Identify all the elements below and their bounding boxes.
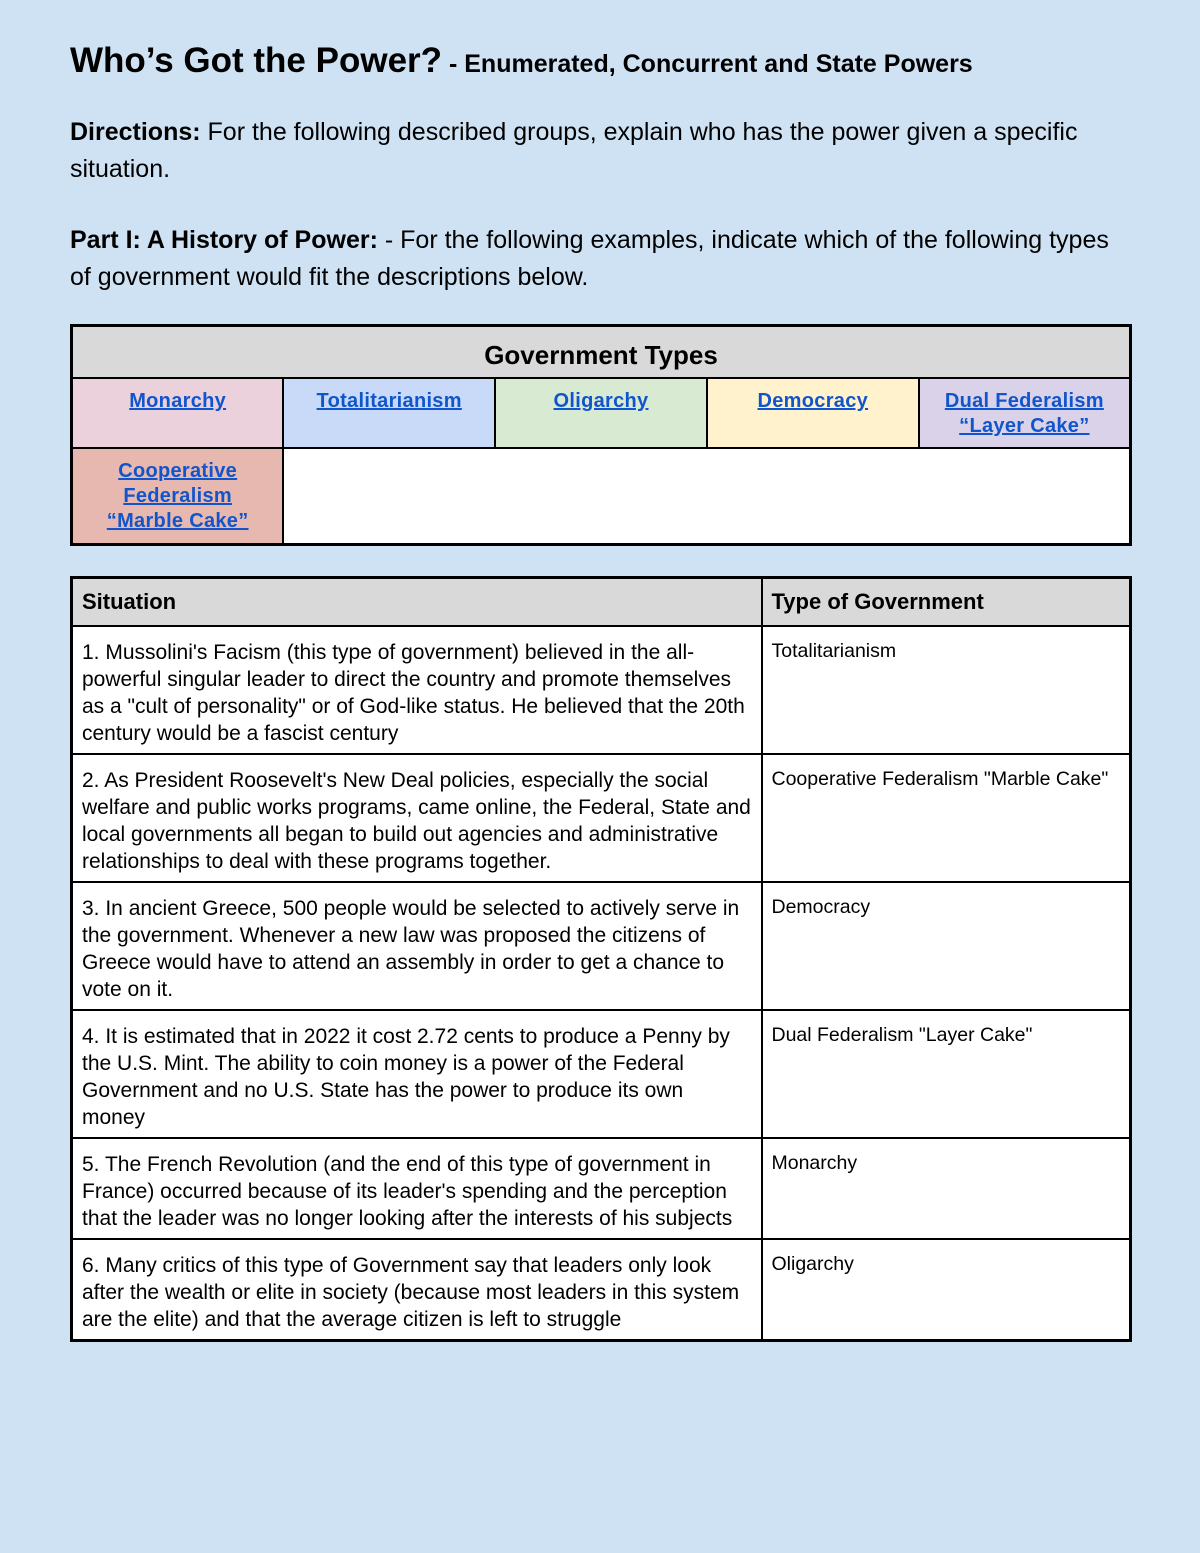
government-types-header: Government Types [72, 326, 1131, 379]
type-cell-oligarchy [495, 378, 707, 448]
link-cooperative-federalism[interactable] [107, 460, 249, 532]
title-subtitle: - Enumerated, Concurrent and State Powers [442, 50, 973, 78]
situation-cell: 3. In ancient Greece, 500 people would be selected to actively serve in the government. Whenever a new law was proposed the citizens of Greece would have to attend an assembly in order to get a chance to vote on it. [72, 882, 762, 1010]
situation-table-header-row [72, 578, 1131, 627]
part1-paragraph [70, 222, 1132, 296]
empty-cell [283, 448, 1130, 545]
answer-cell[interactable]: Totalitarianism [762, 626, 1131, 754]
header-type-of-government: Type of Government [762, 578, 1131, 627]
link-totalitarianism[interactable]: Totalitarianism [316, 390, 462, 412]
situation-table [70, 576, 1132, 1342]
link-dual-federalism[interactable] [945, 390, 1104, 437]
directions-text: For the following described groups, explain who has the power given a specific situation. [70, 118, 1078, 183]
government-types-table [70, 324, 1132, 546]
answer-cell[interactable]: Cooperative Federalism "Marble Cake" [762, 754, 1131, 882]
cooperative-line3: “Marble Cake” [106, 510, 249, 532]
table-row [72, 754, 1131, 882]
table-row [72, 626, 1131, 754]
title-main: Who’s Got the Power? [70, 41, 443, 80]
situation-cell: 1. Mussolini's Facism (this type of government) believed in the all-powerful singular leader to direct the country and promote themselves as a "cult of personality" or of God-like status. He believed that the 20th century would be a fascist century [72, 626, 762, 754]
directions-paragraph [70, 114, 1132, 188]
cooperative-line1: Cooperative [118, 460, 238, 482]
link-monarchy[interactable]: Monarchy [129, 390, 227, 412]
header-situation: Situation [72, 578, 762, 627]
table-row [72, 1010, 1131, 1138]
link-oligarchy[interactable]: Oligarchy [553, 390, 649, 412]
answer-cell[interactable]: Oligarchy [762, 1239, 1131, 1341]
answer-cell[interactable]: Monarchy [762, 1138, 1131, 1239]
dual-federalism-line2: “Layer Cake” [959, 415, 1090, 437]
page-title [70, 38, 1132, 84]
situation-cell: 4. It is estimated that in 2022 it cost 2.72 cents to produce a Penny by the U.S. Mint. The ability to coin money is a power of the Federal Government and no U.S. State has the power to produce its own money [72, 1010, 762, 1138]
directions-label: Directions: [70, 118, 201, 146]
link-democracy[interactable]: Democracy [757, 390, 869, 412]
dual-federalism-line1: Dual Federalism [944, 390, 1104, 412]
type-cell-totalitarianism [283, 378, 495, 448]
situation-cell: 5. The French Revolution (and the end of this type of government in France) occurred because of its leader's spending and the perception that the leader was no longer looking after the interests of his subjects [72, 1138, 762, 1239]
table-row [72, 882, 1131, 1010]
type-cell-dual-federalism [919, 378, 1131, 448]
cooperative-line2: Federalism [123, 485, 232, 507]
type-cell-cooperative-federalism [72, 448, 284, 545]
part1-text: - For the following examples, indicate which of the following types of government would fit the descriptions below. [70, 226, 1109, 291]
table-row [72, 1239, 1131, 1341]
type-cell-monarchy [72, 378, 284, 448]
worksheet-header [70, 38, 1132, 296]
part1-label: Part I: A History of Power: [70, 226, 378, 254]
situation-cell: 6. Many critics of this type of Government say that leaders only look after the wealth or elite in society (because most leaders in this system are the elite) and that the average citizen is left to struggle [72, 1239, 762, 1341]
answer-cell[interactable]: Dual Federalism "Layer Cake" [762, 1010, 1131, 1138]
type-cell-democracy [707, 378, 919, 448]
answer-cell[interactable]: Democracy [762, 882, 1131, 1010]
situation-cell: 2. As President Roosevelt's New Deal policies, especially the social welfare and public works programs, came online, the Federal, State and local governments all began to build out agencies and administrative relationships to deal with these programs together. [72, 754, 762, 882]
table-row [72, 1138, 1131, 1239]
